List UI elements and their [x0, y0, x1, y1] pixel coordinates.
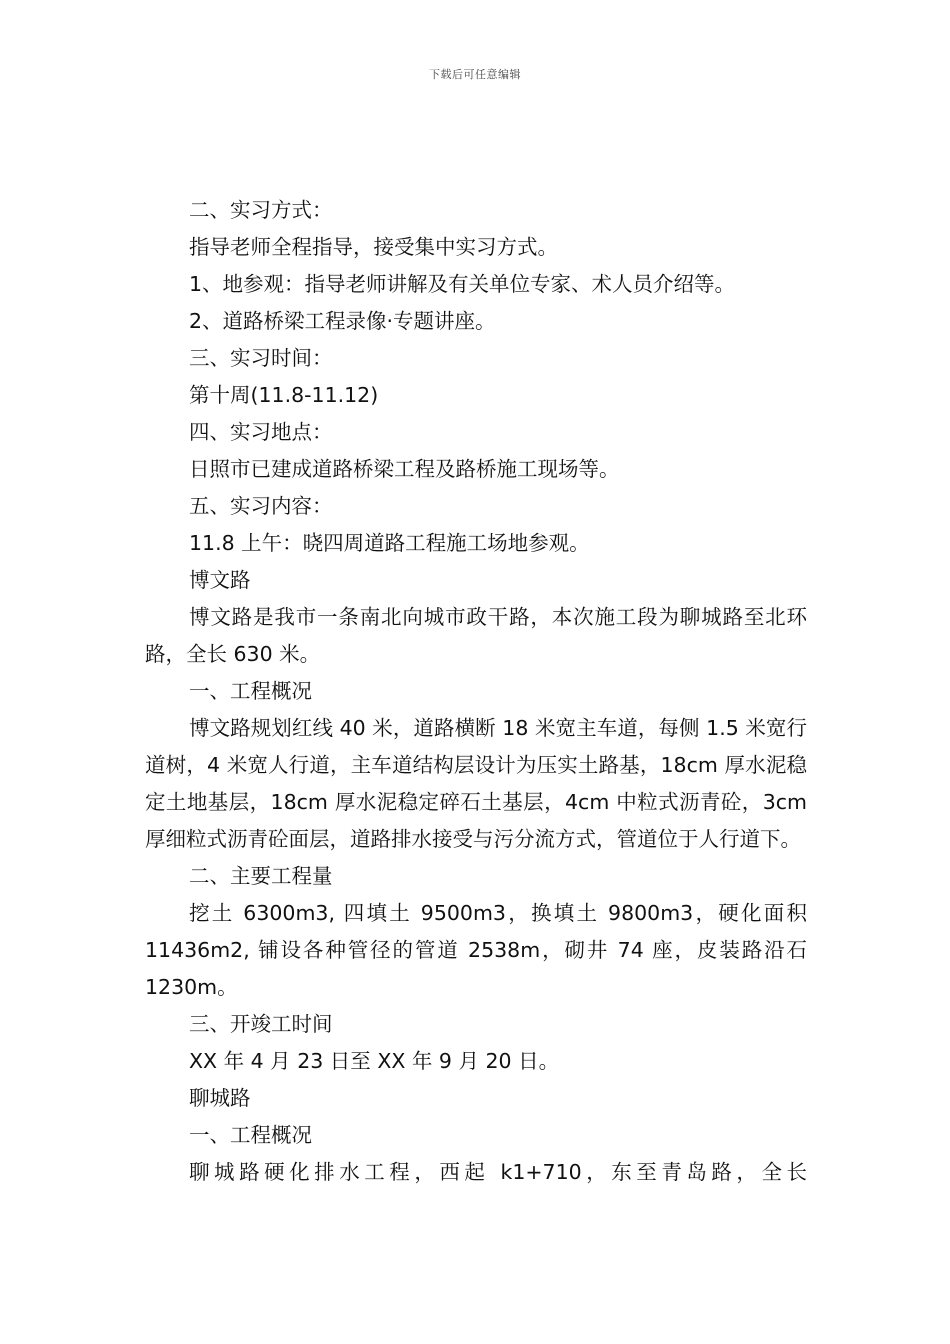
paragraph: 聊城路硬化排水工程，西起 k1+710，东至青岛路，全长: [189, 1160, 807, 1184]
road-title-liaocheng: 聊城路: [189, 1086, 251, 1110]
paragraph: 博文路规划红线 40 米，道路横断 18 米宽主车道，每侧 1.5 米宽行道树，4 米宽人行道，主车道结构层设计为压实土路基，18cm 厚水泥稳定土地基层，18cm 厚水泥稳定碎石土基层，4cm 中粒式沥青砼，3cm 厚细粒式沥青砼面层，道路排水接受与污分流方式，管道位于人行道下。: [145, 716, 807, 851]
subsection-heading-quantities: 二、主要工程量: [189, 864, 333, 888]
paragraph: 11.8 上午：晓四周道路工程施工场地参观。: [189, 531, 590, 555]
paragraph: 指导老师全程指导，接受集中实习方式。: [189, 235, 558, 259]
document-body: [145, 192, 807, 1191]
subsection-heading-overview: 一、工程概况: [189, 1123, 312, 1147]
list-item: 1、地参观：指导老师讲解及有关单位专家、术人员介绍等。: [189, 272, 736, 296]
subsection-heading-overview: 一、工程概况: [189, 679, 312, 703]
list-item: 2、道路桥梁工程录像·专题讲座。: [189, 309, 496, 333]
road-title-bowen: 博文路: [189, 568, 251, 592]
subsection-heading-schedule: 三、开竣工时间: [189, 1012, 333, 1036]
paragraph: 第十周(11.8-11.12): [189, 383, 379, 407]
section-heading-location: 四、实习地点：: [189, 420, 333, 444]
page-header: 下载后可任意编辑: [429, 68, 521, 81]
section-heading-content: 五、实习内容：: [189, 494, 333, 518]
section-heading-method: 二、实习方式：: [189, 198, 333, 222]
paragraph: 博文路是我市一条南北向城市政干路，本次施工段为聊城路至北环路，全长 630 米。: [145, 605, 807, 666]
section-heading-time: 三、实习时间：: [189, 346, 333, 370]
paragraph: XX 年 4 月 23 日至 XX 年 9 月 20 日。: [189, 1049, 560, 1073]
paragraph: 日照市已建成道路桥梁工程及路桥施工现场等。: [189, 457, 620, 481]
paragraph: 挖土 6300m3, 四填土 9500m3，换填土 9800m3，硬化面积 11436m2, 铺设各种管径的管道 2538m，砌井 74 座，皮装路沿石 1230m。: [145, 901, 807, 999]
